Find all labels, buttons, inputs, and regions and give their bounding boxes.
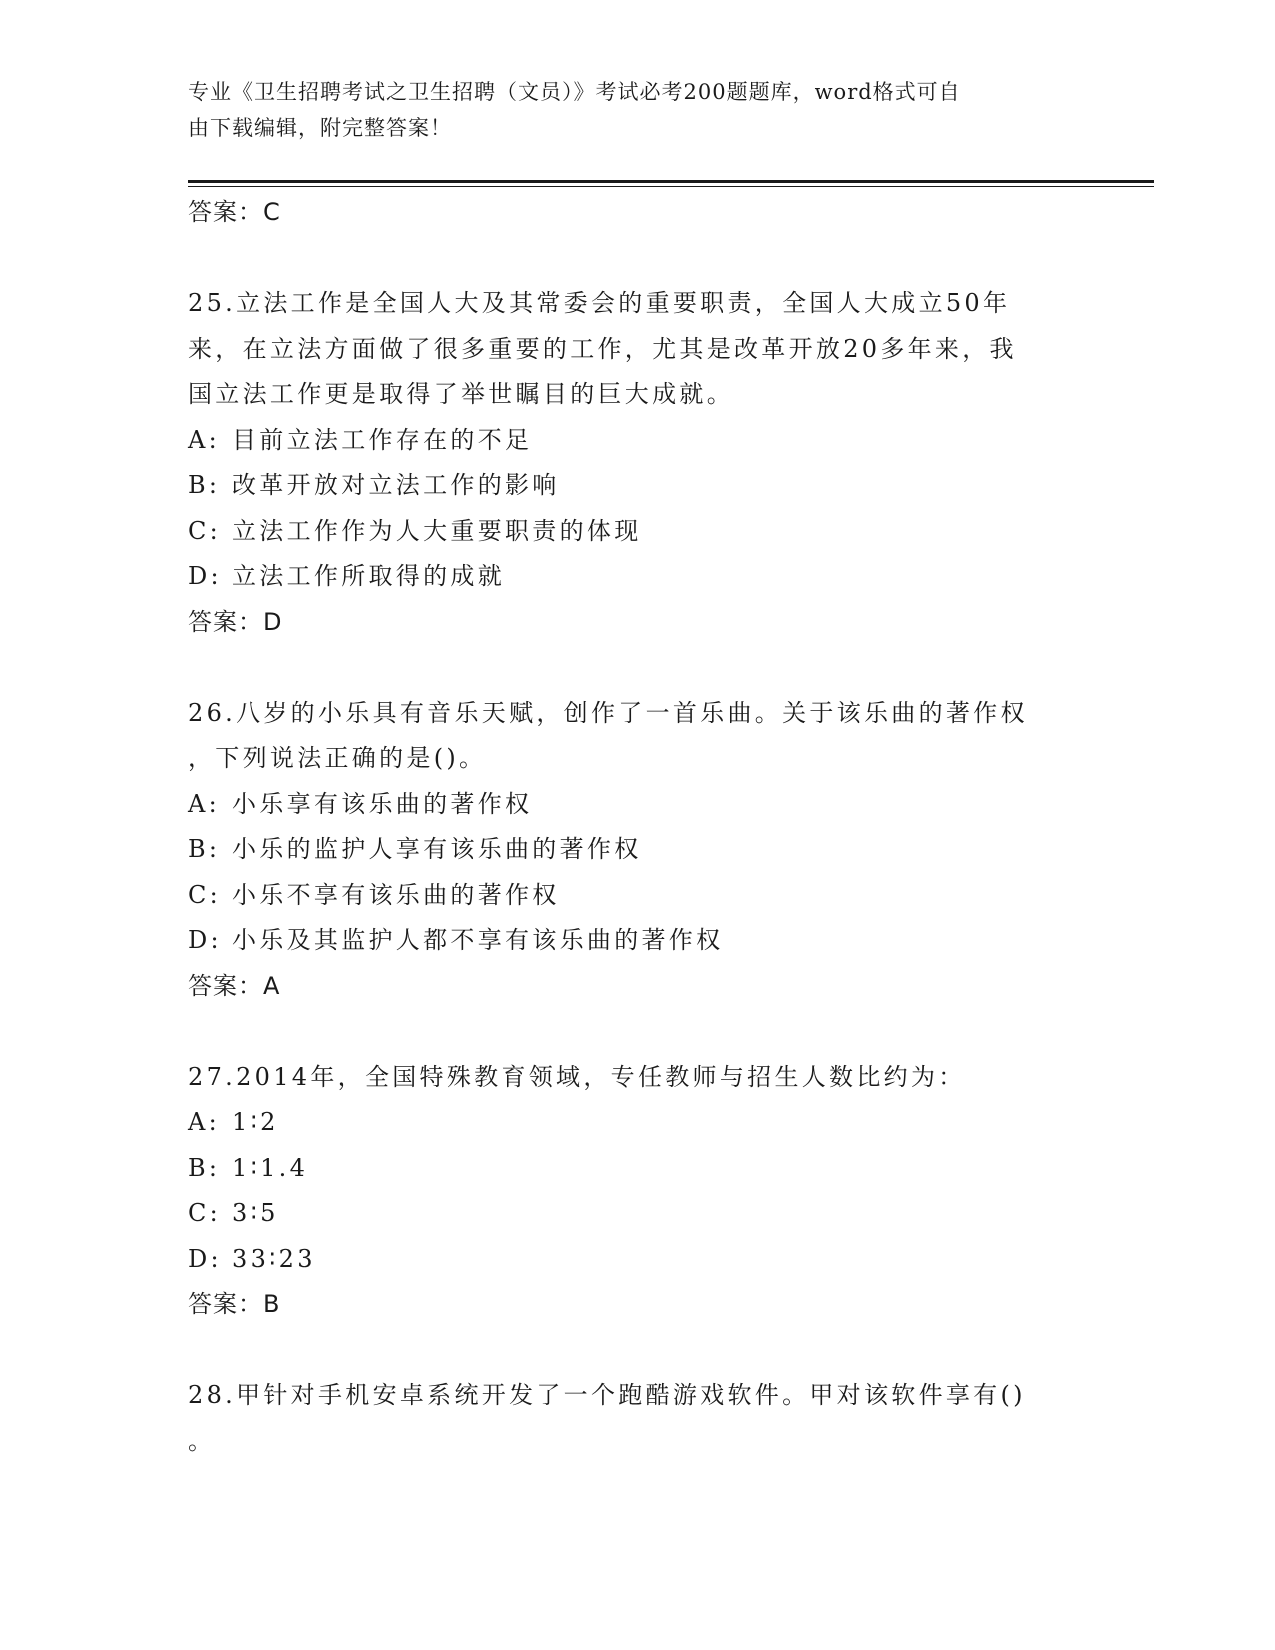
stem-line: 25.立法工作是全国人大及其常委会的重要职责，全国人大成立50年	[188, 289, 1011, 317]
option-key: D:	[188, 562, 222, 590]
header-title-line-2: 由下载编辑，附完整答案！	[188, 116, 452, 140]
option-text: 小乐及其监护人都不享有该乐曲的著作权	[232, 926, 724, 954]
option-text: 1∶1.4	[232, 1153, 309, 1182]
question-26	[188, 691, 1088, 1009]
option-key: D:	[188, 1244, 222, 1273]
option-key: B:	[188, 1153, 221, 1182]
previous-answer: 答案：C	[188, 198, 281, 226]
option-text: 立法工作作为人大重要职责的体现	[232, 516, 642, 545]
question-27	[188, 1055, 1088, 1328]
stem-line: 26.八岁的小乐具有音乐天赋，创作了一首乐曲。关于该乐曲的著作权	[188, 698, 1028, 727]
option-key: C:	[188, 880, 222, 909]
option-key: A:	[188, 789, 221, 818]
option-text: 小乐享有该乐曲的著作权	[232, 789, 533, 818]
option-text: 3∶5	[232, 1199, 279, 1227]
option-text: 立法工作所取得的成就	[232, 562, 505, 590]
option-text: 小乐不享有该乐曲的著作权	[232, 880, 560, 909]
option-key: C:	[188, 1199, 222, 1227]
option-c	[188, 509, 1088, 555]
question-28	[188, 1373, 1088, 1464]
stem-line: 来，在立法方面做了很多重要的工作，尤其是改革开放20多年来，我	[188, 334, 1017, 363]
option-text: 目前立法工作存在的不足	[232, 425, 533, 454]
option-a	[188, 418, 1088, 464]
question-list	[188, 190, 1088, 1464]
option-a	[188, 782, 1088, 828]
question-stem	[188, 281, 1088, 418]
option-c	[188, 1191, 1088, 1237]
header-divider-thick	[188, 180, 1154, 183]
option-d	[188, 918, 1088, 964]
question-answer: 答案：B	[188, 1290, 281, 1318]
option-text: 改革开放对立法工作的影响	[232, 471, 560, 499]
option-b	[188, 1146, 1088, 1192]
option-key: A:	[188, 1108, 221, 1136]
option-d	[188, 554, 1088, 600]
question-answer: 答案：D	[188, 607, 283, 636]
question-stem	[188, 1373, 1088, 1464]
option-text: 33∶23	[232, 1244, 316, 1273]
stem-line: 国立法工作更是取得了举世瞩目的巨大成就。	[188, 380, 734, 408]
header-divider-thin	[188, 186, 1154, 187]
option-c	[188, 873, 1088, 919]
option-b	[188, 463, 1088, 509]
header-title-line-1: 专业《卫生招聘考试之卫生招聘（文员）》考试必考200题题库，word格式可自	[188, 80, 961, 104]
stem-line: 。	[188, 1426, 216, 1455]
option-key: C:	[188, 516, 222, 545]
stem-line: 27.2014年，全国特殊教育领域，专任教师与招生人数比约为：	[188, 1062, 966, 1091]
option-text: 小乐的监护人享有该乐曲的著作权	[232, 835, 642, 863]
stem-line: ，下列说法正确的是()。	[188, 744, 487, 772]
option-key: B:	[188, 835, 221, 863]
question-25	[188, 281, 1088, 645]
question-stem	[188, 1055, 1088, 1101]
question-answer: 答案：A	[188, 971, 281, 1000]
option-key: D:	[188, 926, 222, 954]
question-stem	[188, 691, 1088, 782]
option-b	[188, 827, 1088, 873]
option-text: 1∶2	[232, 1108, 279, 1136]
option-key: B:	[188, 471, 221, 499]
option-d	[188, 1237, 1088, 1283]
option-key: A:	[188, 425, 221, 454]
document-header	[188, 74, 1088, 146]
option-a	[188, 1100, 1088, 1146]
stem-line: 28.甲针对手机安卓系统开发了一个跑酷游戏软件。甲对该软件享有()	[188, 1381, 1026, 1409]
